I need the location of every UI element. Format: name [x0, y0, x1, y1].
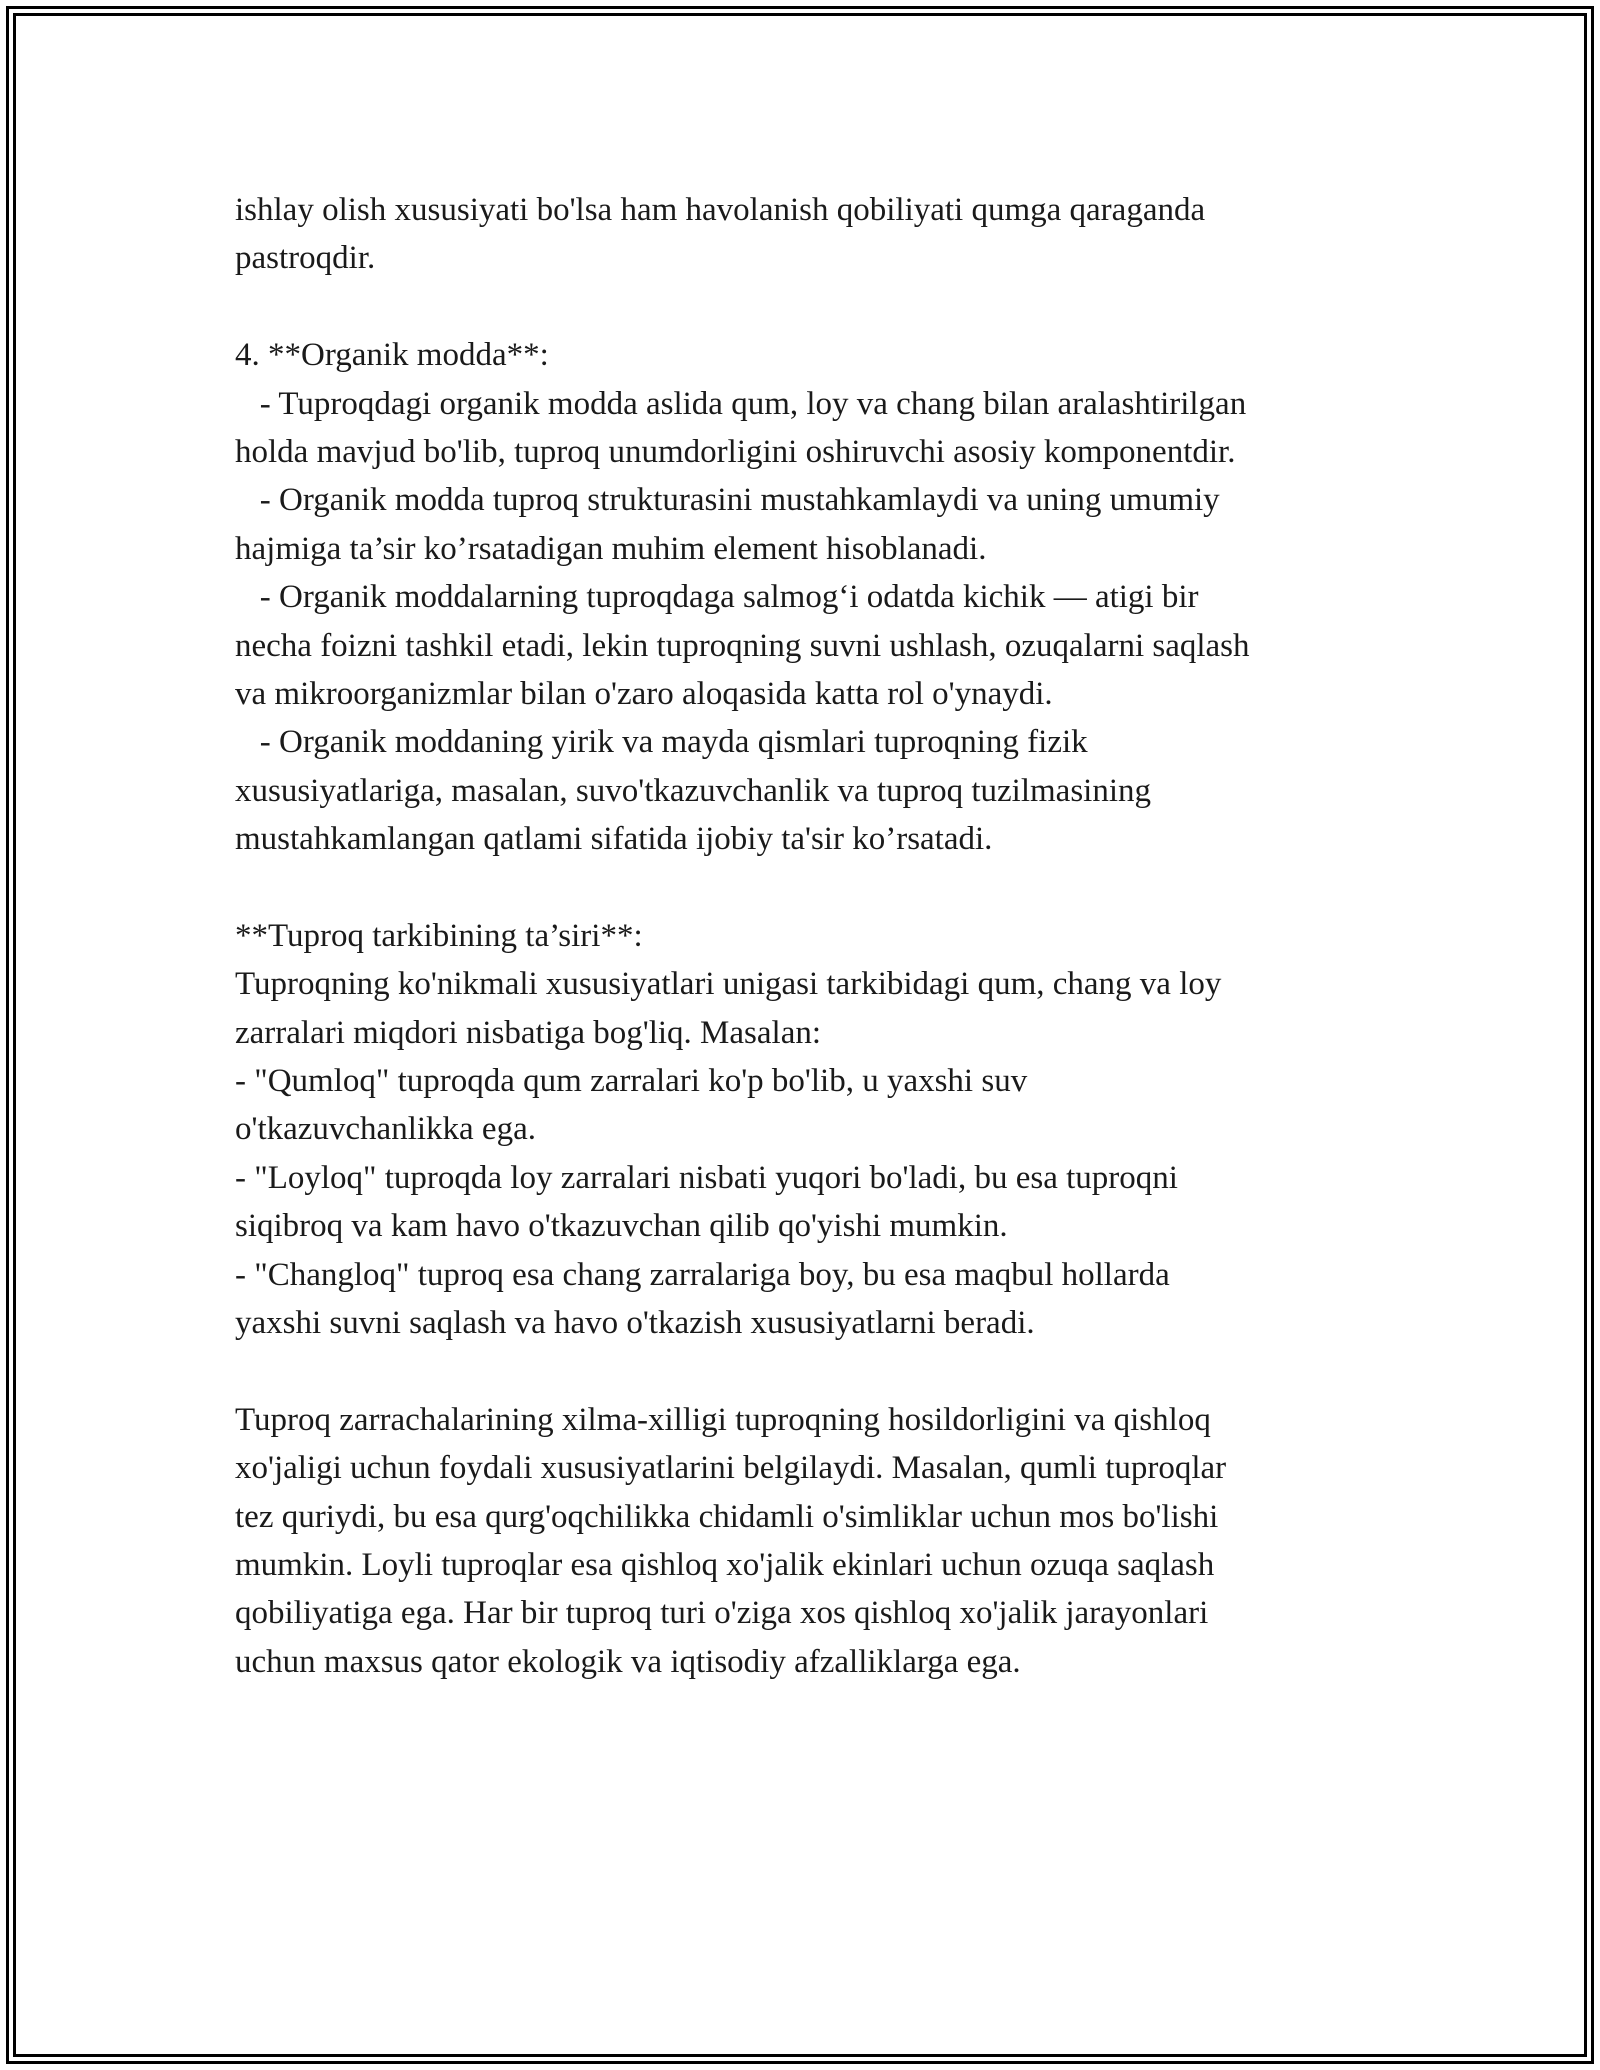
- text-line: - Tuproqdagi organik modda aslida qum, loy va chang bilan aralashtirilgan: [235, 385, 1247, 422]
- text-line: siqibroq va kam havo o'tkazuvchan qilib qo'yishi mumkin.: [235, 1208, 1008, 1245]
- text-line: zarralari miqdori nisbatiga bog'liq. Masalan:: [235, 1014, 822, 1051]
- text-line: - Organik modda tuproq strukturasini mustahkamlaydi va uning umumiy: [235, 482, 1220, 519]
- blank-line: [235, 283, 1395, 331]
- text-line: tez quriydi, bu esa qurg'oqchilikka chidamli o'simliklar uchun mos bo'lishi: [235, 1498, 1219, 1535]
- text-line: - "Loyloq" tuproqda loy zarralari nisbati yuqori bo'ladi, bu esa tuproqni: [235, 1159, 1178, 1196]
- text-line: va mikroorganizmlar bilan o'zaro aloqasida katta rol o'ynaydi.: [235, 675, 1053, 712]
- text-line: hajmiga ta’sir ko’rsatadigan muhim element hisoblanadi.: [235, 530, 987, 567]
- text-line: uchun maxsus qator ekologik va iqtisodiy afzalliklarga ega.: [235, 1643, 1021, 1680]
- text-line: - "Changloq" tuproq esa chang zarralariga boy, bu esa maqbul hollarda: [235, 1256, 1170, 1293]
- text-line: xususiyatlariga, masalan, suvo'tkazuvchanlik va tuproq tuzilmasining: [235, 772, 1151, 809]
- text-line: - Organik moddalarning tuproqdaga salmog‘i odatda kichik — atigi bir: [235, 579, 1199, 616]
- section-heading-organik-modda: 4. **Organik modda**:: [235, 337, 549, 374]
- text-line: o'tkazuvchanlikka ega.: [235, 1111, 536, 1148]
- blank-line: [235, 1347, 1395, 1395]
- text-line: necha foizni tashkil etadi, lekin tuproqning suvni ushlash, ozuqalarni saqlash: [235, 627, 1250, 664]
- text-line: qobiliyatiga ega. Har bir tuproq turi o'ziga xos qishloq xo'jalik jarayonlari: [235, 1595, 1209, 1632]
- section-heading-tuproq-tarkibi: **Tuproq tarkibining ta’siri**:: [235, 917, 643, 954]
- text-line: ishlay olish xususiyati bo'lsa ham havolanish qobiliyati qumga qaraganda: [235, 192, 1206, 228]
- text-line: holda mavjud bo'lib, tuproq unumdorligini oshiruvchi asosiy komponentdir.: [235, 433, 1236, 470]
- text-line: pastroqdir.: [235, 240, 376, 277]
- text-line: yaxshi suvni saqlash va havo o'tkazish xususiyatlarni beradi.: [235, 1304, 1035, 1341]
- text-line: mustahkamlangan qatlami sifatida ijobiy ta'sir ko’rsatadi.: [235, 821, 993, 858]
- text-line: xo'jaligi uchun foydali xususiyatlarini belgilaydi. Masalan, qumli tuproqlar: [235, 1450, 1227, 1487]
- text-line: mumkin. Loyli tuproqlar esa qishloq xo'jalik ekinlari uchun ozuqa saqlash: [235, 1546, 1215, 1583]
- document-body: [235, 186, 1395, 1686]
- text-line: Tuproq zarrachalarining xilma-xilligi tuproqning hosildorligini va qishloq: [235, 1401, 1211, 1438]
- text-line: - "Qumloq" tuproqda qum zarralari ko'p bo'lib, u yaxshi suv: [235, 1063, 1028, 1100]
- blank-line: [235, 863, 1395, 911]
- text-line: Tuproqning ko'nikmali xususiyatlari unigasi tarkibidagi qum, chang va loy: [235, 966, 1222, 1003]
- text-line: - Organik moddaning yirik va mayda qismlari tuproqning fizik: [235, 724, 1088, 761]
